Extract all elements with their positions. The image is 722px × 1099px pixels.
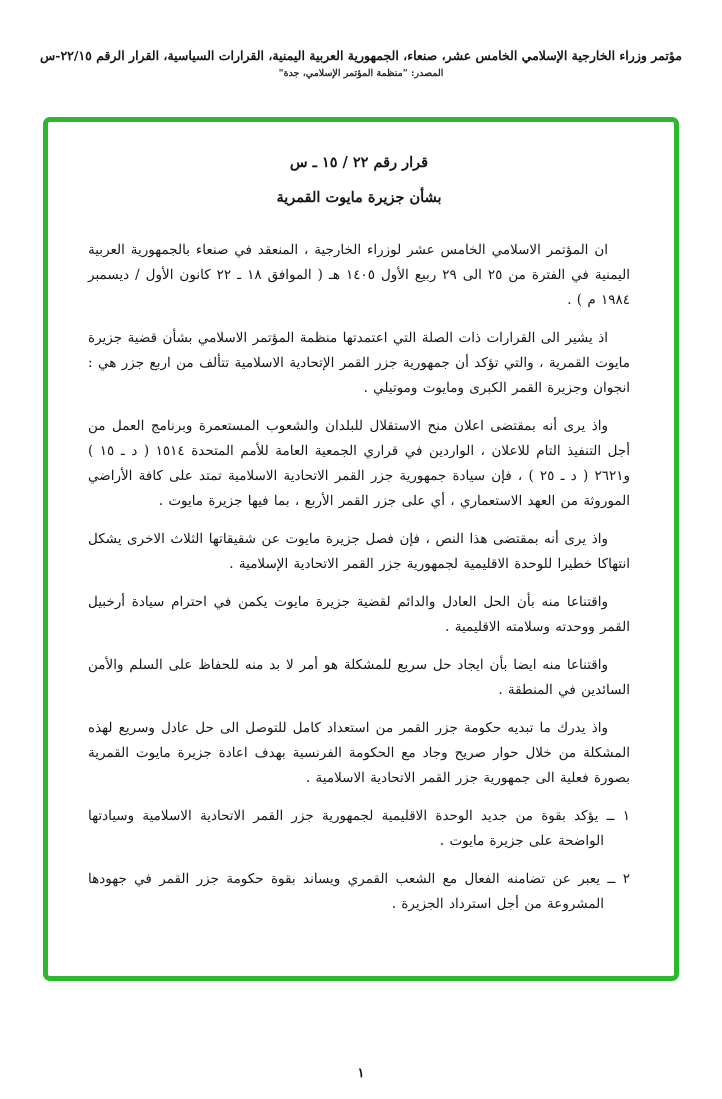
paragraph-separation-violation: واذ يرى أنه بمقتضى هذا النص ، فإن فصل جزيرة مايوت عن شقيقاتها الثلاث الاخرى يشكل انتهاكا خطيرا للوحدة الاقليمية لجمهورية جزر القمر الاتحادية الإسلامية . (88, 531, 630, 572)
header-citation: مؤتمر وزراء الخارجية الإسلامي الخامس عشر، صنعاء، الجمهورية العربية اليمنية، القرارات السياسية، القرار الرقم ٢٢/١٥-س (40, 48, 682, 63)
resolution-subtitle: بشأن جزيرة مايوت القمرية (276, 189, 442, 206)
paragraph-conviction-peace: واقتناعا منه ايضا بأن ايجاد حل سريع للمشكلة هو أمر لا بد منه للحفاظ على السلم والأمن السائدين في المنطقة . (88, 657, 630, 698)
paragraph-comoros-readiness: واذ يدرك ما تبديه حكومة جزر القمر من استعداد كامل للتوصل الى حل عادل وسريع لهذه المشكلة من خلال حوار صريح وجاد مع الحكومة الفرنسية بهدف اعادة جزيرة مايوت القمرية بصورة فعلية الى جمهورية جزر القمر الاتحادية الاسلامية . (88, 720, 630, 786)
document-border (43, 117, 679, 981)
resolution-body (88, 238, 630, 917)
header-source: المصدر: "منظمة المؤتمر الإسلامي، جدة" (278, 68, 444, 79)
page-number: ١ (357, 1066, 365, 1081)
paragraph-recalling-resolutions: اذ يشير الى القرارات ذات الصلة التي اعتمدتها منظمة المؤتمر الاسلامي بشأن قضية جزيرة مايوت القمرية ، والتي تؤكد أن جمهورية جزر القمر الإتحادية الاسلامية تتألف من اربع جزر هي : انجوان وجزيرة القمر الكبرى ومايوت وموتيلي . (88, 330, 630, 396)
paragraph-conviction-solution: واقتناعا منه بأن الحل العادل والدائم لقضية جزيرة مايوت يكمن في احترام سيادة أرخبيل القمر ووحدته وسلامته الاقليمية . (88, 594, 630, 635)
document-header (0, 48, 722, 79)
paragraph-preamble-session: ان المؤتمر الاسلامي الخامس عشر لوزراء الخارجية ، المنعقد في صنعاء بالجمهورية العربية اليمنية في الفترة من ٢٥ الى ٢٩ ربيع الأول ١٤٠٥ هـ ( الموافق ١٨ ـ ٢٢ كانون الأول / ديسمبر ١٩٨٤ م ) . (88, 242, 630, 308)
resolution-title: قرار رقم ٢٢ / ١٥ ـ س (289, 154, 429, 171)
paragraph-declaration-independence: واذ يرى أنه بمقتضى اعلان منح الاستقلال للبلدان والشعوب المستعمرة وبرنامج العمل من أجل التنفيذ التام للاعلان ، الواردين في قراري الجمعية العامة للأمم المتحدة ١٥١٤ ( د ـ ١٥ ) و٢٦٢١ ( د ـ ٢٥ ) ، فإن سيادة جمهورية جزر القمر الاتحادية الاسلامية تمتد على كافة الأراضي الموروثة من العهد الاستعماري ، أي على جزر القمر الأربع ، بما فيها جزيرة مايوت . (88, 418, 631, 509)
operative-item-2: ٢ ــ يعبر عن تضامنه الفعال مع الشعب القمري ويساند بقوة حكومة جزر القمر في جهودها المشروعة من أجل استرداد الجزيرة . (88, 871, 630, 912)
operative-item-1: ١ ــ يؤكد بقوة من جديد الوحدة الاقليمية لجمهورية جزر القمر الاتحادية الاسلامية وسيادتها الواضحة على جزيرة مايوت . (88, 808, 630, 849)
scanned-document-page (0, 48, 722, 1099)
